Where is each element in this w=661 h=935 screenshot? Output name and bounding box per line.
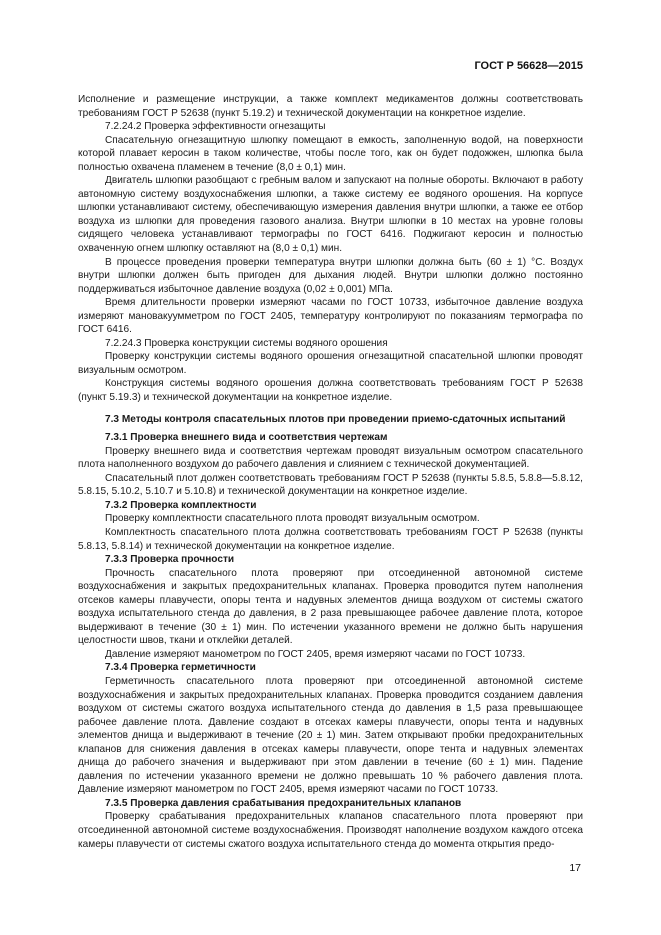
paragraph-water-spray-inspection: Проверку конструкции системы водяного орошения огнезащитной спасательной шлюпки проводят визуальным осмотром.	[78, 351, 583, 376]
subsection-heading-7-3-3: 7.3.3 Проверка прочности	[105, 554, 235, 566]
paragraph-water-spray-requirements: Конструкция системы водяного орошения должна соответствовать требованиям ГОСТ Р 52638 (пункт 5.19.3) и технической документации на конкретное изделие.	[78, 378, 583, 404]
section-heading-7-3: 7.3 Методы контроля спасательных плотов при проведении приемо-сдаточных испытаний	[105, 413, 566, 425]
paragraph-temperature-requirement: В процессе проведения проверки температура внутри шлюпки должна быть (60 ± 1) °С. Воздух внутри шлюпки должен быть пригоден для дыхания людей. Внутри шлюпки должно постоянно поддерживаться избыточное давление воздуха (0,02 ± 0,001) МПа.	[78, 256, 583, 295]
paragraph-measurement-instruments: Время длительности проверки измеряют часами по ГОСТ 10733, избыточное давление воздуха измеряют мановакуумметром по ГОСТ 2405, температуру контролируют по показаниям термографа по ГОСТ 6416.	[78, 297, 583, 336]
subsection-heading-7-3-5: 7.3.5 Проверка давления срабатывания предохранительных клапанов	[105, 797, 462, 809]
subsection-heading-7-2-24-2: 7.2.24.2 Проверка эффективности огнезащиты	[105, 121, 326, 133]
paragraph-valve-check: Проверку срабатывания предохранительных клапанов спасательного плота проверяют при отсоединенной автономной системе воздухоснабжения. Производят наполнение воздухом каждого отсека камеры плавучести от системы сжатого воздуха испытательного стенда до момента открытия предо-	[78, 811, 583, 850]
paragraph-instructions-requirements: Исполнение и размещение инструкции, а также комплект медикаментов должны соответствовать требованиям ГОСТ Р 52638 (пункт 5.19.2) и технической документации на конкретное изделие.	[78, 94, 583, 119]
paragraph-strength-check: Прочность спасательного плота проверяют при отсоединенной автономной системе воздухоснабжения и закрытых предохранительных клапанах. Проверка проводится путем наполнения отсеков камеры плавучести, опоры тента и надувных элементов днища воздухом от системы сжатого воздуха испытательного стенда до давления, в 2 раза превышающее рабочее давление плота, которое выдерживают в течение (30 ± 1) мин. По истечении указанного времени не должно быть нарушения целостности швов, ткани и отклейки деталей.	[78, 567, 583, 647]
paragraph-engine-setup: Двигатель шлюпки разобщают с гребным валом и запускают на полные обороты. Включают в работу автономную систему воздухоснабжения шлюпки, а также систему ее водяного орошения. На корпусе шлюпки устанавливают систему, обеспечивающую измерения давления внутри шлюпки, а также ее отбор воздуха из шлюпки для проведения газового анализа. Внутри шлюпки в 10 местах на уровне головы сидящего человека устанавливают термографы по ГОСТ 6416. Поджигают керосин и полностью охваченную огнем шлюпку оставляют на (8,0 ± 0,1) мин.	[78, 175, 583, 255]
subsection-heading-7-3-4: 7.3.4 Проверка герметичности	[105, 662, 256, 674]
paragraph-completeness-check: Проверку комплектности спасательного плота проводят визуальным осмотром.	[105, 513, 480, 525]
paragraph-strength-measurement: Давление измеряют манометром по ГОСТ 2405, время измеряют часами по ГОСТ 10733.	[105, 648, 526, 660]
paragraph-completeness-requirements: Комплектность спасательного плота должна соответствовать требованиям ГОСТ Р 52638 (пункты 5.8.13, 5.8.14) и технической документации на конкретное изделие.	[78, 526, 583, 552]
paragraph-boat-placement: Спасательную огнезащитную шлюпку помещают в емкость, заполненную водой, на поверхности которой плавает керосин в таком количестве, чтобы после того, как он будет подожжен, шлюпка была полностью охвачена пламенем в течение (8,0 ± 0,1) мин.	[78, 134, 583, 173]
subsection-heading-7-3-2: 7.3.2 Проверка комплектности	[105, 499, 257, 511]
subsection-heading-7-3-1: 7.3.1 Проверка внешнего вида и соответствия чертежам	[105, 432, 388, 444]
paragraph-appearance-check: Проверку внешнего вида и соответствия чертежам проводят визуальным осмотром спасательного плота наполненного воздухом до рабочего давления и слиянием с технической документацией.	[78, 445, 583, 471]
subsection-heading-7-2-24-3: 7.2.24.3 Проверка конструкции системы водяного орошения	[105, 337, 388, 349]
paragraph-raft-requirements: Спасательный плот должен соответствовать требованиям ГОСТ Р 52638 (пункты 5.8.5, 5.8.8—5.8.12, 5.8.15, 5.10.2, 5.10.7 и 5.10.8) и технической документации на конкретное изделие.	[78, 472, 583, 498]
paragraph-tightness-check: Герметичность спасательного плота проверяют при отсоединенной автономной системе воздухоснабжения и закрытых предохранительных клапанах. Проверка проводится созданием давления воздухом от системы сжатого воздуха испытательного стенда до давления в 1,5 раза превышающее рабочее давление плота. Давление создают в отсеках камеры плавучести, опоры тента и надувных элементов днища и выдерживают в течение (20 ± 1) мин. Затем открывают пробки предохранительных клапанов для снижения давления в отсеках камеры плавучести, опоре тента и надувных элементах днища до рабочего значения и выдерживают при этом давлении в течение (60 ± 1) мин. Падение давления по истечении указанного времени не должно превышать 10 % рабочего давления плота. Давление измеряют манометром по ГОСТ 2405, время измеряют часами по ГОСТ 10733.	[78, 675, 583, 796]
standard-header: ГОСТ Р 56628—2015	[474, 60, 583, 72]
document-body	[78, 93, 583, 851]
page-number: 17	[569, 862, 581, 874]
